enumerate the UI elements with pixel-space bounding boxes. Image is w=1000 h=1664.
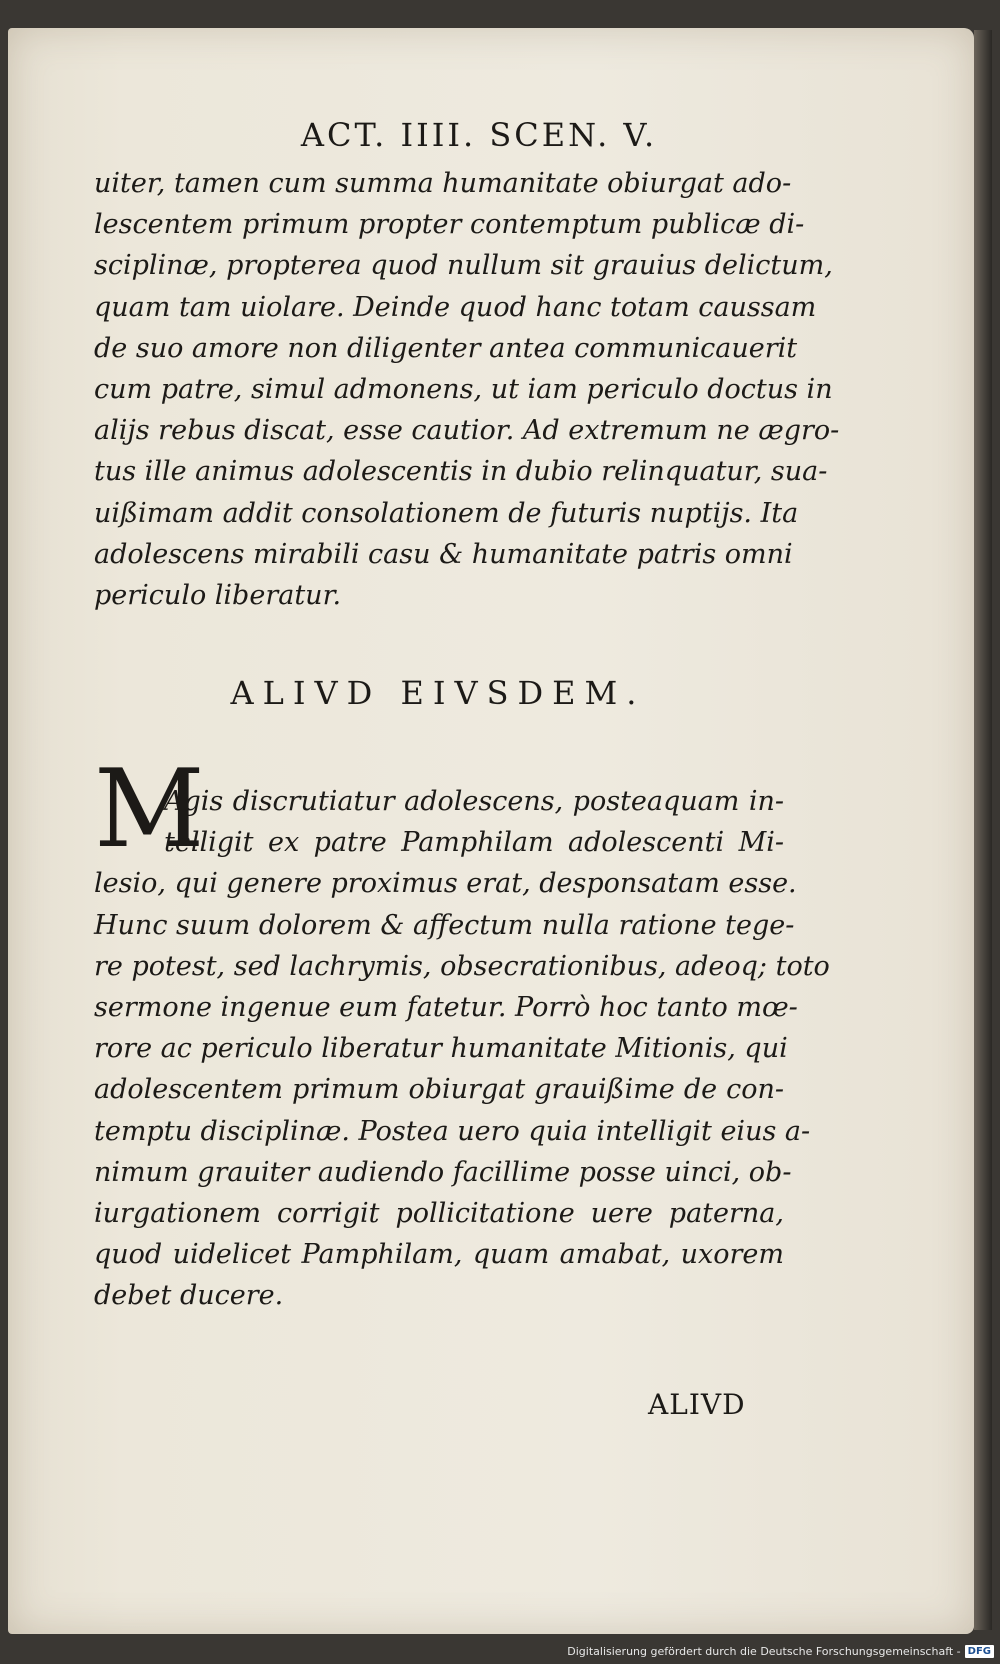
text-line: tus ille animus adolescentis in dubio relinquatur, sua- bbox=[94, 456, 828, 488]
drop-cap: M bbox=[94, 747, 205, 872]
text-line: uißimam addit consolationem de futuris nuptijs. Ita bbox=[94, 497, 799, 529]
text-line: re potest, sed lachrymis, obsecrationibus, adeoq; toto bbox=[94, 950, 830, 982]
credit-text: Digitalisierung gefördert durch die Deutsche Forschungsgemeinschaft - bbox=[567, 1644, 961, 1658]
text-line: adolescentem primum obiurgat grauißime de con- bbox=[94, 1074, 784, 1106]
text-line: periculo liberatur. bbox=[94, 580, 342, 612]
paragraph-2 bbox=[94, 781, 830, 1317]
text-line: rore ac periculo liberatur humanitate Mitionis, qui bbox=[94, 1033, 788, 1065]
text-line: telligit ex patre Pamphilam adolescenti Mi- bbox=[164, 827, 784, 859]
text-line: iurgationem corrigit pollicitatione uere paterna, bbox=[94, 1198, 784, 1230]
digitization-credit bbox=[567, 1642, 994, 1660]
section-heading: ALIVD EIVSDEM. bbox=[230, 674, 646, 712]
text-line: temptu disciplinæ. Postea uero quia intelligit eius a- bbox=[94, 1115, 811, 1147]
text-line: uiter, tamen cum summa humanitate obiurgat ado- bbox=[94, 168, 792, 199]
paragraph-1 bbox=[94, 163, 840, 616]
catchword: ALIVD bbox=[648, 1388, 746, 1421]
dfg-logo-icon: DFG bbox=[965, 1645, 994, 1658]
text-line: sciplinæ, propterea quod nullum sit grauius delictum, bbox=[94, 250, 833, 282]
text-line: lescentem primum propter contemptum publicæ di- bbox=[94, 209, 805, 241]
text-line: cum patre, simul admonens, ut iam periculo doctus in bbox=[94, 374, 833, 406]
page-edge bbox=[974, 30, 992, 1630]
text-line: quod uidelicet Pamphilam, quam amabat, uxorem bbox=[94, 1239, 784, 1271]
text-line: Agis discrutiatur adolescens, posteaquam in- bbox=[164, 786, 784, 817]
text-line: quam tam uiolare. Deinde quod hanc totam caussam bbox=[94, 291, 817, 323]
text-line: adolescens mirabili casu & humanitate patris omni bbox=[94, 538, 793, 570]
text-line: sermone ingenue eum fatetur. Porrò hoc tanto mœ- bbox=[94, 992, 798, 1024]
text-line: lesio, qui genere proximus erat, desponsatam esse. bbox=[94, 868, 797, 900]
text-line: debet ducere. bbox=[94, 1280, 284, 1312]
text-line: nimum grauiter audiendo facillime posse uinci, ob- bbox=[94, 1156, 792, 1188]
book-page bbox=[8, 28, 974, 1634]
text-line: alijs rebus discat, esse cautior. Ad extremum ne ægro- bbox=[94, 415, 840, 447]
text-line: Hunc suum dolorem & affectum nulla ratione tege- bbox=[94, 909, 795, 941]
running-header: ACT. IIII. SCEN. V. bbox=[300, 116, 658, 154]
text-line: de suo amore non diligenter antea communicauerit bbox=[94, 332, 798, 364]
